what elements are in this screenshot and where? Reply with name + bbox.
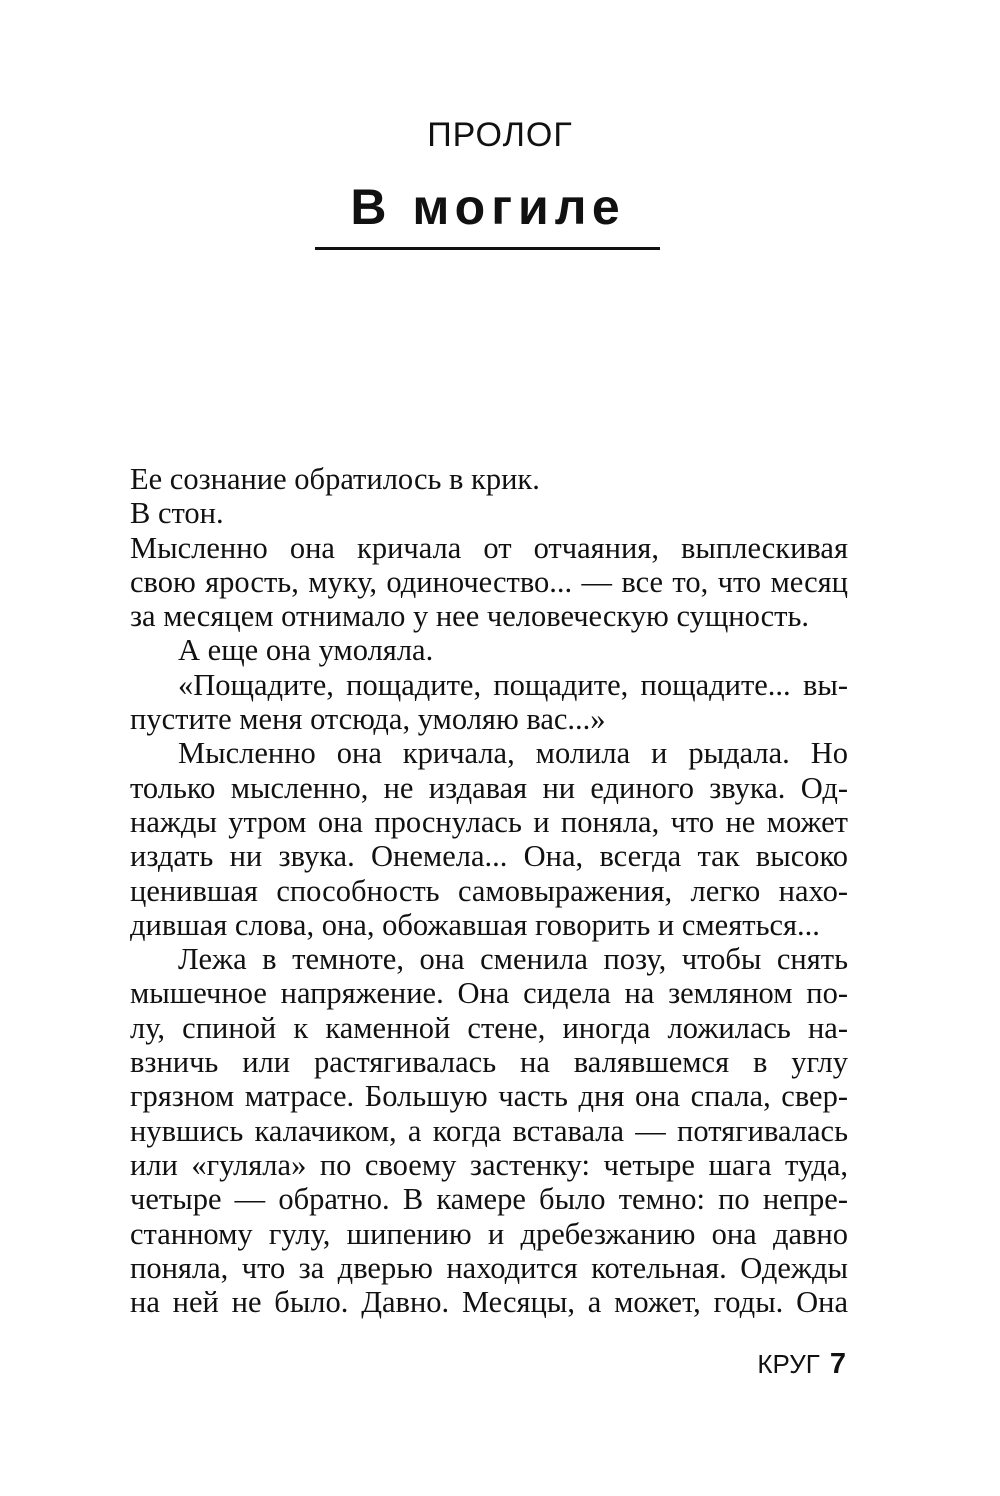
text-line: В стон.: [130, 496, 224, 531]
running-title: КРУГ: [757, 1349, 820, 1379]
text-line: пустите меня отсюда, умоляю вас...»: [130, 702, 606, 737]
text-line: Ее сознание обратилось в крик.: [130, 462, 540, 496]
text-line: мышечное напряжение. Она сидела на земляном по-: [130, 976, 848, 1011]
text-line: Мысленно она кричала от отчаяния, выплескивая: [130, 530, 848, 565]
text-line: «Пощадите, пощадите, пощадите, пощадите... вы-: [178, 667, 848, 702]
text-line: поняла, что за дверью находится котельная. Одежды: [130, 1250, 848, 1285]
text-line: дившая слова, она, обожавшая говорить и смеяться...: [130, 907, 820, 942]
text-line: или «гуляла» по своему застенку: четыре шага туда,: [130, 1147, 848, 1182]
text-line: грязном матрасе. Большую часть дня она спала, свер-: [130, 1079, 848, 1114]
text-line: нажды утром она проснулась и поняла, что не может: [130, 804, 848, 839]
text-line: Мысленно она кричала, молила и рыдала. Но: [178, 736, 848, 771]
title-divider: [315, 247, 660, 250]
text-line: свою ярость, муку, одиночество... — все то, что месяц: [130, 564, 848, 599]
text-line: за месяцем отнимало у нее человеческую сущность.: [130, 599, 810, 634]
text-line: станному гулу, шипению и дребезжанию она давно: [130, 1216, 848, 1251]
text-line: на ней не было. Давно. Месяцы, а может, годы. Она: [130, 1285, 848, 1320]
text-line: А еще она умоляла.: [178, 633, 434, 668]
text-line: нувшись калачиком, а когда вставала — потягивалась: [130, 1113, 848, 1148]
text-line: только мысленно, не издавая ни единого звука. Од-: [130, 770, 848, 805]
body-text: [130, 462, 848, 1319]
text-line: Лежа в темноте, она сменила позу, чтобы снять: [178, 942, 848, 977]
text-line: ценившая способность самовыражения, легко нахо-: [130, 873, 848, 908]
text-line: лу, спиной к каменной стене, иногда ложилась на-: [130, 1010, 848, 1045]
text-line: четыре — обратно. В камере было темно: по непре-: [130, 1182, 848, 1217]
page-number: 7: [829, 1348, 846, 1380]
chapter-kicker: ПРОЛОГ: [427, 116, 573, 154]
chapter-title: В могиле: [350, 179, 626, 235]
text-line: взничь или растягивалась на валявшемся в углу: [130, 1045, 848, 1080]
page-footer: [757, 1348, 846, 1381]
text-line: издать ни звука. Онемела... Она, всегда так высоко: [130, 839, 848, 874]
